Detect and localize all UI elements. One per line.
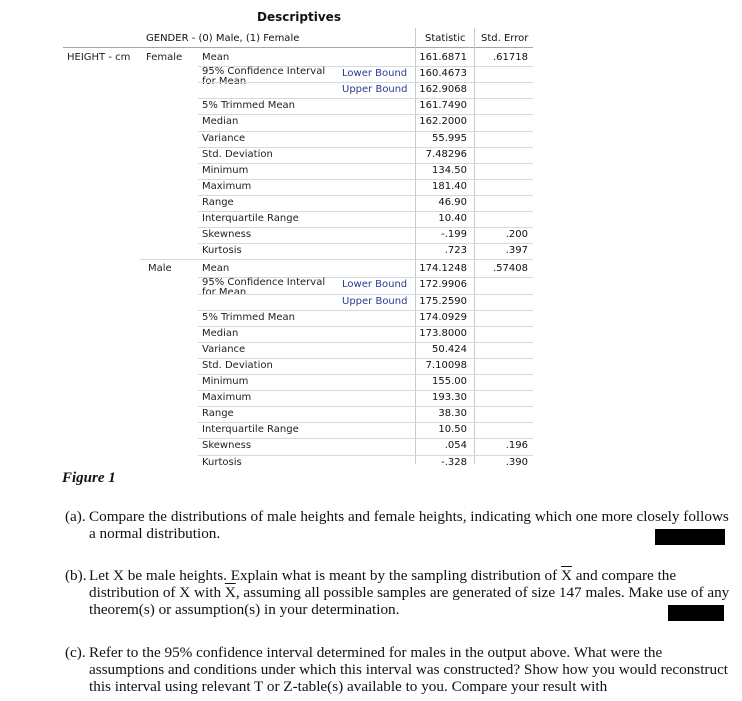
table-title: Descriptives — [257, 10, 341, 24]
question-b-text-3: , assuming all possible samples are generated of size 147 males. Make use of any theorem(s) or assumption(s) in your determination. — [89, 584, 730, 618]
row-label: Minimum — [202, 164, 249, 176]
row-label: Skewness — [202, 229, 252, 241]
row-label: Median — [202, 116, 239, 128]
row-label: Kurtosis — [202, 456, 242, 468]
statistic-value: 10.40 — [438, 213, 467, 224]
row-label: Mean — [202, 263, 230, 275]
group-label: Female — [146, 52, 183, 63]
statistic-value: 38.30 — [438, 408, 467, 420]
statistic-value: .054 — [444, 440, 467, 452]
row-label: Skewness — [202, 440, 252, 452]
statistic-value: -.328 — [441, 456, 467, 468]
statistic-value: 174.1248 — [419, 263, 467, 275]
statistic-value: 193.30 — [432, 392, 467, 404]
row-label: 95% Confidence Interval — [202, 277, 326, 289]
std-error-value: .61718 — [493, 52, 528, 63]
row-divider — [198, 163, 533, 164]
row-label-continued: for Mean — [202, 76, 247, 88]
header-divider — [63, 47, 533, 48]
row-divider — [198, 131, 533, 132]
std-error-value: .57408 — [493, 263, 528, 275]
question-b — [65, 567, 737, 618]
bound-label: Lower Bound — [342, 68, 408, 80]
row-label: Median — [202, 327, 239, 339]
row-label: Maximum — [202, 392, 252, 404]
statistic-value: 161.7490 — [419, 100, 467, 112]
std-error-value: .397 — [505, 245, 528, 257]
row-label: Std. Deviation — [202, 148, 273, 160]
x-bar-symbol: $\overline{X}$ — [224, 584, 236, 601]
row-divider — [198, 243, 533, 244]
statistic-value: 7.10098 — [425, 359, 467, 371]
row-divider — [198, 179, 533, 180]
row-label: Interquartile Range — [202, 213, 299, 224]
row-divider — [198, 310, 533, 311]
row-label: Variance — [202, 343, 246, 355]
bound-label: Upper Bound — [342, 295, 408, 307]
statistic-value: 161.6871 — [419, 52, 467, 63]
question-c-text: Refer to the 95% confidence interval determined for males in the output above. What were the assumptions and conditions under which this interval was constructed? Show how you would reconstruct this interval using relevant T or Z-table(s) available to you. Compare your result with — [89, 644, 729, 695]
question-b-text-2: and compare the distribution of X with — [89, 567, 677, 601]
statistic-value: 172.9906 — [419, 279, 467, 291]
statistic-value: 173.8000 — [419, 327, 467, 339]
question-c — [65, 644, 737, 695]
statistic-value: 162.2000 — [419, 116, 467, 128]
question-a — [65, 508, 737, 542]
statistic-value: 162.9068 — [419, 84, 467, 96]
row-divider — [198, 406, 533, 407]
bound-label: Lower Bound — [342, 279, 408, 291]
statistic-value: 160.4673 — [419, 68, 467, 80]
row-label: Range — [202, 196, 234, 208]
statistic-value: 10.50 — [438, 424, 467, 436]
statistic-value: .723 — [444, 245, 467, 257]
group-divider — [140, 259, 533, 260]
question-c-label: (c). — [65, 644, 86, 661]
row-label: 5% Trimmed Mean — [202, 311, 295, 323]
std-error-value: .200 — [505, 229, 528, 241]
group-label: Male — [148, 263, 172, 275]
row-label: Minimum — [202, 376, 249, 387]
statistic-value: 50.424 — [432, 343, 467, 355]
std-error-value: .196 — [505, 440, 528, 452]
std-error-value: .390 — [505, 456, 528, 468]
row-divider — [198, 82, 533, 83]
row-divider — [198, 326, 533, 327]
row-label: 95% Confidence Interval — [202, 66, 326, 78]
row-label: 5% Trimmed Mean — [202, 100, 295, 112]
statistic-value: 55.995 — [432, 132, 467, 144]
redaction-bar — [668, 605, 724, 621]
row-label: Variance — [202, 132, 246, 144]
row-label: Kurtosis — [202, 245, 242, 257]
question-a-text: Compare the distributions of male heights and female heights, indicating which one more closely follows a normal distribution. — [89, 508, 729, 542]
row-label: Interquartile Range — [202, 424, 299, 436]
statistic-value: 181.40 — [432, 180, 467, 192]
row-divider — [198, 195, 533, 196]
row-label: Mean — [202, 52, 230, 63]
statistic-value: 134.50 — [432, 164, 467, 176]
row-label: Std. Deviation — [202, 359, 273, 371]
row-label: Maximum — [202, 180, 252, 192]
std-error-column-header: Std. Error — [481, 33, 529, 44]
statistic-value: 46.90 — [438, 196, 467, 208]
question-a-label: (a). — [65, 508, 86, 525]
row-divider — [198, 147, 533, 148]
variable-label: HEIGHT - cm — [67, 52, 131, 63]
x-bar-symbol: $\overline{X}$ — [561, 567, 572, 584]
row-divider — [198, 358, 533, 359]
figure-caption: Figure 1 — [62, 470, 116, 486]
row-divider — [198, 211, 533, 212]
row-label: Range — [202, 408, 234, 420]
question-b-text-1: Let X be male heights. Explain what is meant by the sampling distribution of — [89, 567, 561, 584]
redaction-bar — [655, 529, 725, 545]
row-divider — [198, 438, 533, 439]
row-divider — [198, 422, 533, 423]
bound-label: Upper Bound — [342, 84, 408, 96]
row-label-continued: for Mean — [202, 287, 247, 299]
statistic-value: 174.0929 — [419, 311, 467, 323]
row-divider — [198, 455, 533, 456]
statistic-value: 7.48296 — [425, 148, 467, 160]
statistic-value: -.199 — [441, 229, 467, 241]
statistic-value: 155.00 — [432, 376, 467, 387]
row-divider — [198, 98, 533, 99]
row-divider — [198, 227, 533, 228]
row-divider — [198, 390, 533, 391]
row-divider — [198, 342, 533, 343]
row-divider — [198, 374, 533, 375]
group-header: GENDER - (0) Male, (1) Female — [146, 33, 300, 44]
question-b-label: (b). — [65, 567, 87, 584]
statistic-value: 175.2590 — [419, 295, 467, 307]
row-divider — [198, 294, 533, 295]
statistic-column-header: Statistic — [425, 33, 466, 44]
row-divider — [198, 114, 533, 115]
